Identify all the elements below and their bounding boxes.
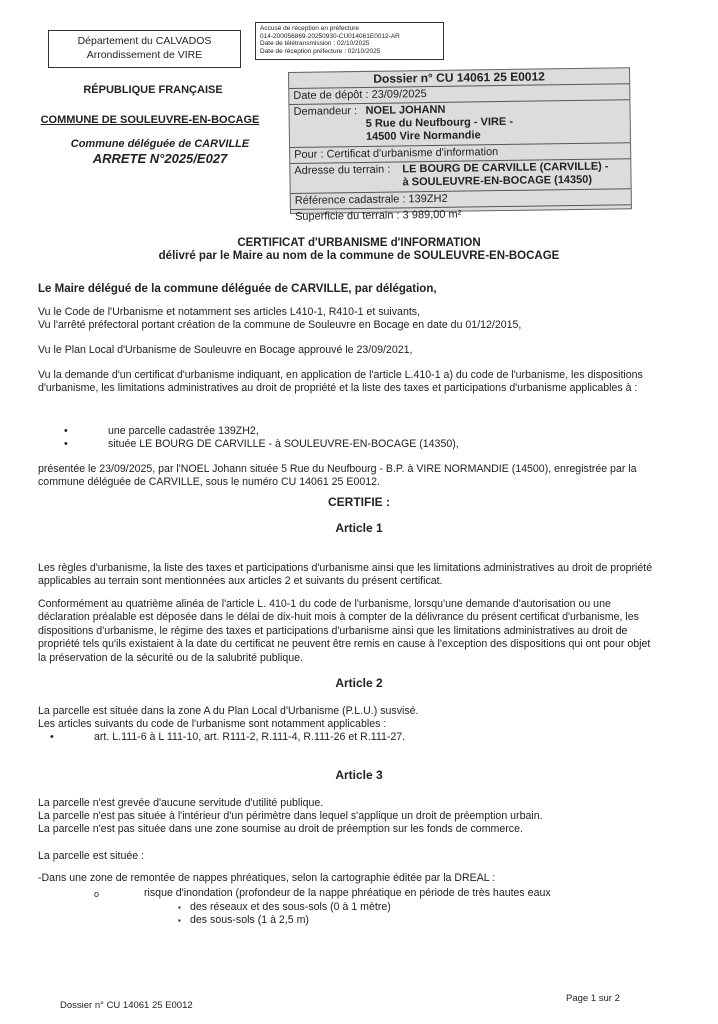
article-3-risque: o risque d'inondation (profondeur de la nappe phréatique en période de très hautes eaux <box>144 887 551 900</box>
demandeur-address-1: 5 Rue du Neufbourg - VIRE - <box>365 115 514 130</box>
article-1-heading: Article 1 <box>335 521 383 535</box>
demandeur <box>289 100 630 148</box>
vu-arrete-prefectoral: Vu l'arrêté préfectoral portant création de la commune de Souleuvre en Bocage en date du 01/12/2015, <box>38 319 522 331</box>
accuse-line-1: Accusé de réception en préfecture <box>260 25 360 32</box>
article-3-line-3: La parcelle n'est pas située dans une zone soumise au droit de préemption sur les fonds de commerce. <box>38 823 523 835</box>
footer-dossier: Dossier n° CU 14061 25 E0012 <box>60 1000 193 1011</box>
adresse-terrain <box>290 159 630 194</box>
demandeur-name: NOEL JOHANN <box>365 103 446 117</box>
vu-demande: Vu la demande d'un certificat d'urbanisme indiquant, en application de l'article L.410-1 a) du code de l'urbanisme, les dispositions d'urbanisme, les limitations administratives au droit de propriété et la liste des taxes et participations d'urbanisme applicables à : <box>38 369 643 395</box>
bullet-parcelle: • une parcelle cadastrée 139ZH2, <box>108 425 259 438</box>
adresse-label: Adresse du terrain : <box>294 163 391 177</box>
reference-cadastrale: Référence cadastrale : 139ZH2 <box>291 189 631 210</box>
date-depot: Date de dépôt : 23/09/2025 <box>289 84 629 105</box>
certifie-heading: CERTIFIE : <box>328 495 390 509</box>
pour: Pour : Certificat d'urbanisme d'information <box>290 143 630 164</box>
accuse-reception-box <box>255 22 444 60</box>
article-3-sous-sols: ▪ des sous-sols (1 à 2,5 m) <box>190 914 309 927</box>
article-3-line-2: La parcelle n'est pas située à l'intérieur d'un périmètre dans lequel s'applique un droit de préemption urbain. <box>38 810 543 822</box>
republique-francaise: RÉPUBLIQUE FRANÇAISE <box>83 84 223 96</box>
adresse-line-2: à SOULEUVRE-EN-BOCAGE (14350) <box>402 173 593 189</box>
dossier-number: Dossier n° CU 14061 25 E0012 <box>289 68 629 89</box>
department-box <box>48 30 241 68</box>
certificat-subtitle: délivré par le Maire au nom de la commune de SOULEUVRE-EN-BOCAGE <box>158 250 560 262</box>
commune-title: COMMUNE DE SOULEUVRE-EN-BOCAGE <box>40 114 260 126</box>
article-2-paragraph-1: La parcelle est située dans la zone A du Plan Local d'Urbanisme (P.L.U.) susvisé. <box>38 705 419 717</box>
arrete-number: ARRETE N°2025/E027 <box>92 151 228 166</box>
demandeur-label: Demandeur : <box>293 105 358 118</box>
accuse-line-2: 014-200056869-20250930-CU014061E0012-AR <box>260 32 400 40</box>
article-3-reseaux: ▪ des réseaux et des sous-sols (0 à 1 mètre) <box>190 901 391 914</box>
department-line: Département du CALVADOS <box>77 35 212 47</box>
presentee: présentée le 23/09/2025, par l'NOEL Johann située 5 Rue du Neufbourg - B.P. à VIRE NORMANDIE (14500), enregistrée par la commune déléguée de CARVILLE, sous le numéro CU 14061 25 E0012. <box>38 463 637 489</box>
superficie: Superficie du terrain : 3 989,00 m² <box>294 208 462 223</box>
arrondissement-line: Arrondissement de VIRE <box>86 49 203 61</box>
article-3-line-1: La parcelle n'est grevée d'aucune servitude d'utilité publique. <box>38 797 324 809</box>
bullet-situee: • située LE BOURG DE CARVILLE - à SOULEUVRE-EN-BOCAGE (14350), <box>108 438 459 451</box>
article-2-heading: Article 2 <box>335 676 383 690</box>
accuse-line-4: Date de réception préfecture : 02/10/2025 <box>260 47 381 55</box>
article-3-heading: Article 3 <box>335 768 383 782</box>
adresse-line-1: LE BOURG DE CARVILLE (CARVILLE) - <box>402 160 609 176</box>
commune-deleguee: Commune déléguée de CARVILLE <box>70 138 250 150</box>
demandeur-address-2: 14500 Vire Normandie <box>365 129 481 143</box>
vu-plu: Vu le Plan Local d'Urbanisme de Souleuvre en Bocage approuvé le 23/09/2021, <box>38 344 413 356</box>
article-1-paragraph-1: Les règles d'urbanisme, la liste des taxes et participations d'urbanisme ainsi que les limitations administratives au droit de propriété applicables au terrain sont mentionnées aux articles 2 et suivants du présent certificat. <box>38 562 653 588</box>
article-2-paragraph-2: Les articles suivants du code de l'urbanisme sont notamment applicables : <box>38 718 387 730</box>
article-2-bullet: • art. L.111-6 à L 111-10, art. R111-2, R.111-4, R.111-26 et R.111-27. <box>94 731 405 744</box>
accuse-line-3: Date de télétransmission : 02/10/2025 <box>260 40 370 48</box>
certificat-title: CERTIFICAT d'URBANISME d'INFORMATION <box>237 237 481 249</box>
article-3-line-4: La parcelle est située : <box>38 850 144 862</box>
article-3-line-5: -Dans une zone de remontée de nappes phréatiques, selon la cartographie éditée par la DREAL : <box>38 872 496 884</box>
article-1-paragraph-2: Conformément au quatrième alinéa de l'article L. 410-1 du code de l'urbanisme, lorsqu'une demande d'autorisation ou une déclaration préalable est déposée dans le délai de dix-huit mois à compter de la délivrance du présent certificat d'urbanisme, les dispositions d'urbanisme, le régime des taxes et participations d'urbanisme ainsi que les limitations administratives au droit de propriété tels qu'ils existaient à la date du certificat ne peuvent être remis en cause à l'exception des dispositions qui ont pour objet la préservation de la sécurité ou de la salubrité publique. <box>38 598 651 664</box>
maire-delegue: Le Maire délégué de la commune déléguée de CARVILLE, par délégation, <box>38 283 437 295</box>
vu-code-urbanisme: Vu le Code de l'Urbanisme et notamment ses articles L410-1, R410-1 et suivants, <box>38 306 421 318</box>
footer-page-number: Page 1 sur 2 <box>566 993 620 1004</box>
dossier-box <box>288 67 632 223</box>
